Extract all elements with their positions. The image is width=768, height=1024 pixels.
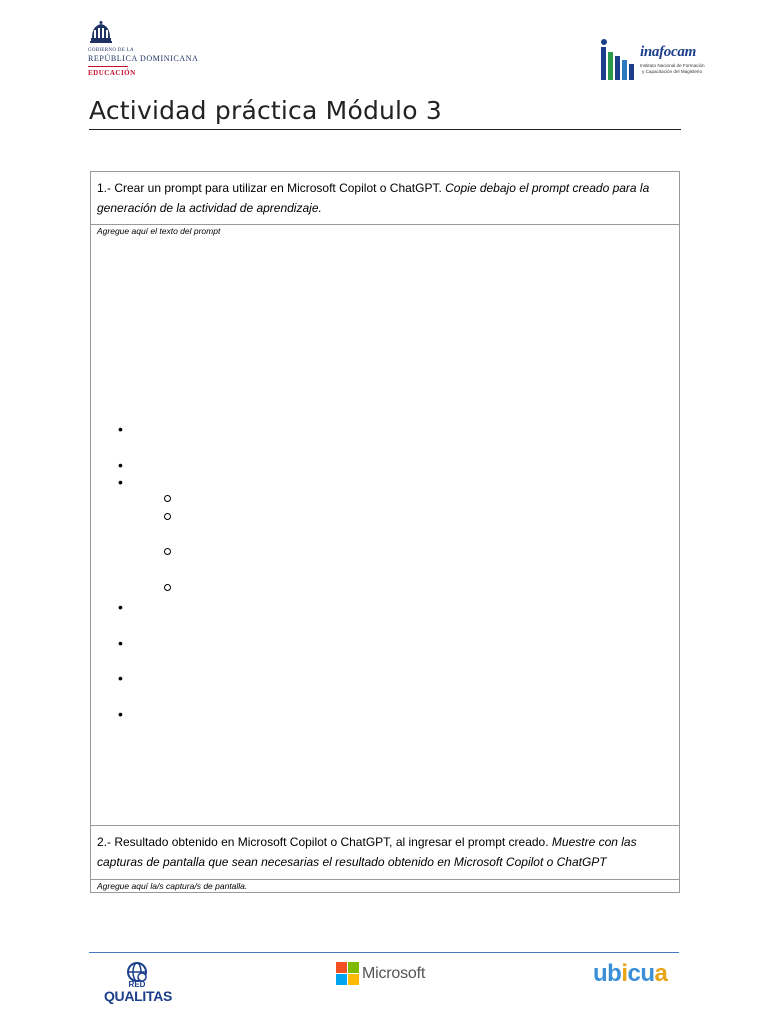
footer-divider bbox=[89, 952, 679, 953]
answer-2-hint: Agregue aquí la/s captura/s de pantalla. bbox=[97, 881, 248, 891]
list-bullet: • bbox=[118, 457, 123, 473]
question-2-emphasis: Muestre con las capturas de pantalla que sean necesarias el resultado obtenido en Microsoft Copilot o ChatGPT bbox=[97, 835, 637, 869]
list-bullet: • bbox=[118, 599, 123, 615]
title-divider bbox=[89, 129, 681, 130]
microsoft-label: Microsoft bbox=[362, 965, 426, 982]
sub-list-circle bbox=[164, 548, 171, 555]
list-bullet: • bbox=[118, 421, 123, 437]
ubicua-letter: c bbox=[627, 960, 641, 987]
inafocam-brand: inafocam bbox=[640, 44, 696, 60]
ubicua-letter: u bbox=[593, 960, 608, 987]
inafocam-subtitle-1: Instituto Nacional de Formación bbox=[640, 63, 705, 68]
answer-1-hint: Agregue aquí el texto del prompt bbox=[97, 226, 221, 236]
ubicua-letter: i bbox=[621, 960, 628, 987]
sub-list-circle bbox=[164, 495, 171, 502]
inafocam-bars-icon bbox=[600, 38, 636, 80]
question-2-text: 2.- Resultado obtenido en Microsoft Copilot o ChatGPT, al ingresar el prompt creado. bbox=[97, 835, 552, 849]
question-1 bbox=[97, 178, 673, 218]
list-bullet: • bbox=[118, 635, 123, 651]
microsoft-square-yellow bbox=[348, 974, 359, 985]
question-1-text: 1.- Crear un prompt para utilizar en Microsoft Copilot o ChatGPT. bbox=[97, 181, 446, 195]
gobierno-rd-logo bbox=[88, 20, 208, 82]
gov-logo-line3: EDUCACIÓN bbox=[88, 69, 136, 77]
inafocam-subtitle-2: y Capacitación del Magisterio bbox=[642, 69, 703, 74]
ubicua-letter: b bbox=[607, 960, 622, 987]
question-2-row bbox=[91, 826, 679, 880]
gov-logo-divider bbox=[88, 66, 128, 67]
answer-2-field[interactable] bbox=[91, 880, 679, 893]
red-label: RED bbox=[128, 980, 146, 989]
sub-list-circle bbox=[164, 513, 171, 520]
coat-of-arms-icon bbox=[88, 20, 114, 46]
microsoft-square-red bbox=[336, 962, 347, 973]
list-bullet: • bbox=[118, 706, 123, 722]
red-qualitas-logo bbox=[100, 961, 180, 1005]
question-2 bbox=[97, 832, 673, 872]
question-1-row bbox=[91, 172, 679, 225]
question-1-emphasis: Copie debajo el prompt creado para la generación de la actividad de aprendizaje. bbox=[97, 181, 650, 215]
gov-logo-line1: GOBIERNO DE LA bbox=[88, 48, 134, 53]
sub-list-circle bbox=[164, 584, 171, 591]
qualitas-label: QUALITAS bbox=[103, 988, 173, 1004]
microsoft-square-green bbox=[348, 962, 359, 973]
answer-1-field[interactable] bbox=[91, 225, 679, 826]
list-bullet: • bbox=[118, 474, 123, 490]
ubicua-letter: u bbox=[640, 960, 655, 987]
gov-logo-line2: REPÚBLICA DOMINICANA bbox=[88, 54, 199, 63]
list-bullet: • bbox=[118, 670, 123, 686]
microsoft-square-blue bbox=[336, 974, 347, 985]
page-title: Actividad práctica Módulo 3 bbox=[89, 96, 442, 125]
inafocam-logo bbox=[600, 36, 716, 82]
ubicua-logo bbox=[593, 960, 673, 990]
microsoft-logo bbox=[336, 962, 428, 988]
ubicua-letter: a bbox=[654, 960, 668, 987]
activity-table bbox=[90, 171, 680, 893]
